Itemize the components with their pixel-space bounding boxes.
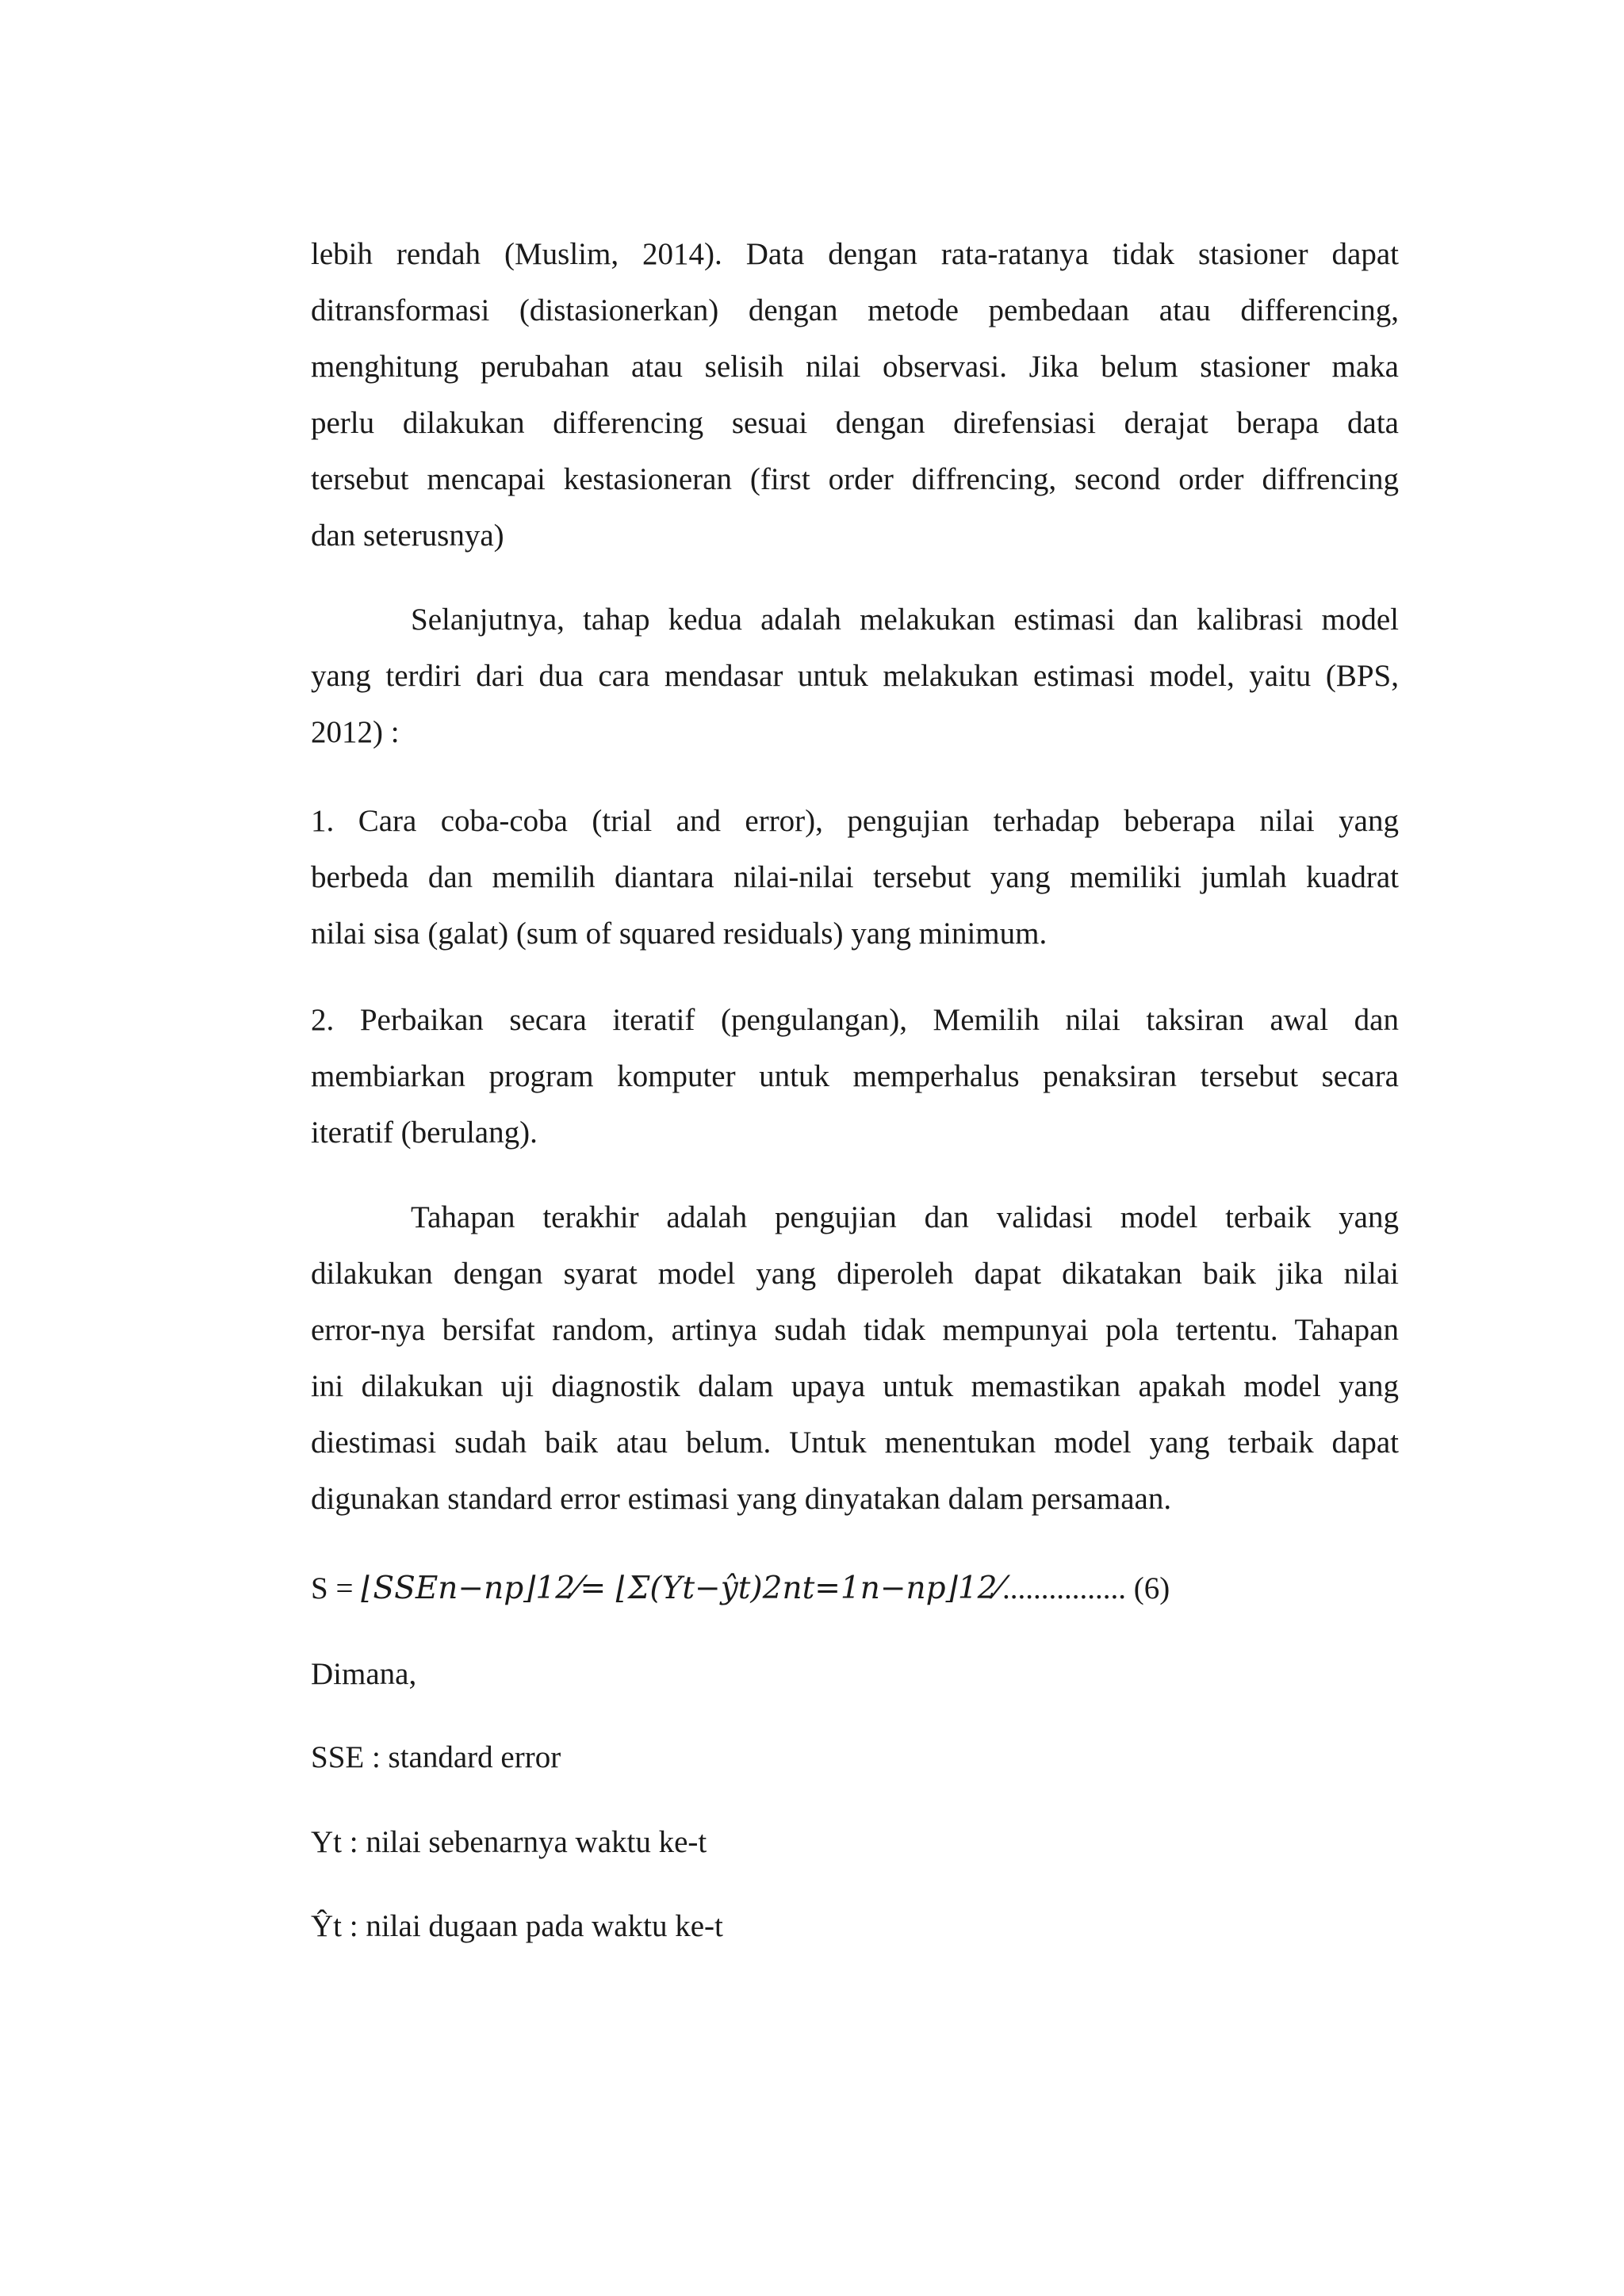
text-line: diestimasi sudah baik atau belum. Untuk menentukan model yang terbaik dapat — [311, 1425, 1399, 1460]
equation-number: (6) — [1125, 1571, 1170, 1605]
list-item-trial-error — [311, 793, 1399, 962]
paragraph-validation — [311, 1189, 1399, 1527]
text-line: ini dilakukan uji diagnostik dalam upaya untuk memastikan apakah model yang — [311, 1369, 1399, 1403]
text-line: Selanjutnya, tahap kedua adalah melakukan estimasi dan kalibrasi model — [411, 603, 1399, 637]
text-line: perlu dilakukan differencing sesuai dengan direfensiasi derajat berapa data — [311, 406, 1399, 440]
text-line: nilai sisa (galat) (sum of squared residuals) yang minimum. — [311, 916, 1048, 951]
text-line: menghitung perubahan atau selisih nilai observasi. Jika belum stasioner maka — [311, 350, 1399, 384]
definition-sse: SSE : standard error — [311, 1740, 561, 1774]
text-line: error-nya bersifat random, artinya sudah tidak mempunyai pola tertentu. Tahapan — [311, 1313, 1399, 1347]
text-line: yang terdiri dari dua cara mendasar untuk melakukan estimasi model, yaitu (BPS, — [311, 659, 1399, 693]
text-line: 2012) : — [311, 715, 400, 749]
definition-yt: Yt : nilai sebenarnya waktu ke-t — [311, 1825, 707, 1859]
paragraph-stationarity — [311, 226, 1399, 564]
equation-lhs: S = — [311, 1571, 362, 1605]
paragraph-estimation — [311, 591, 1399, 760]
equation-standard-error — [311, 1560, 1170, 1617]
text-line: lebih rendah (Muslim, 2014). Data dengan rata-ratanya tidak stasioner dapat — [311, 237, 1399, 271]
text-line: dilakukan dengan syarat model yang diperoleh dapat dikatakan baik jika nilai — [311, 1257, 1399, 1291]
equation-expression: ⌊𝑆𝑆𝐸𝑛−𝑛𝑝⌋12⁄= ⌊Σ(𝑌𝑡−ŷ𝑡)2𝑛𝑡=1𝑛−𝑛𝑝⌋12⁄ — [361, 1571, 1002, 1606]
definition-yhat: Ŷt : nilai dugaan pada waktu ke-t — [311, 1909, 723, 1943]
text-line: iteratif (berulang). — [311, 1115, 538, 1150]
text-line: 1. Cara coba-coba (trial and error), pengujian terhadap beberapa nilai yang — [311, 804, 1399, 838]
text-line: Tahapan terakhir adalah pengujian dan validasi model terbaik yang — [411, 1200, 1399, 1234]
text-line: berbeda dan memilih diantara nilai-nilai tersebut yang memiliki jumlah kuadrat — [311, 860, 1399, 894]
text-line: membiarkan program komputer untuk memperhalus penaksiran tersebut secara — [311, 1059, 1399, 1093]
text-line: 2. Perbaikan secara iteratif (pengulangan), Memilih nilai taksiran awal dan — [311, 1003, 1399, 1037]
equation-leader-dots: ................ — [1002, 1571, 1126, 1605]
text-line: dan seterusnya) — [311, 519, 504, 553]
text-line: tersebut mencapai kestasioneran (first order diffrencing, second order diffrencing — [311, 462, 1399, 496]
text-line: digunakan standard error estimasi yang dinyatakan dalam persamaan. — [311, 1482, 1172, 1516]
text-line: ditransformasi (distasionerkan) dengan metode pembedaan atau differencing, — [311, 293, 1399, 327]
definitions-intro: Dimana, — [311, 1657, 417, 1691]
list-item-iterative — [311, 992, 1399, 1161]
